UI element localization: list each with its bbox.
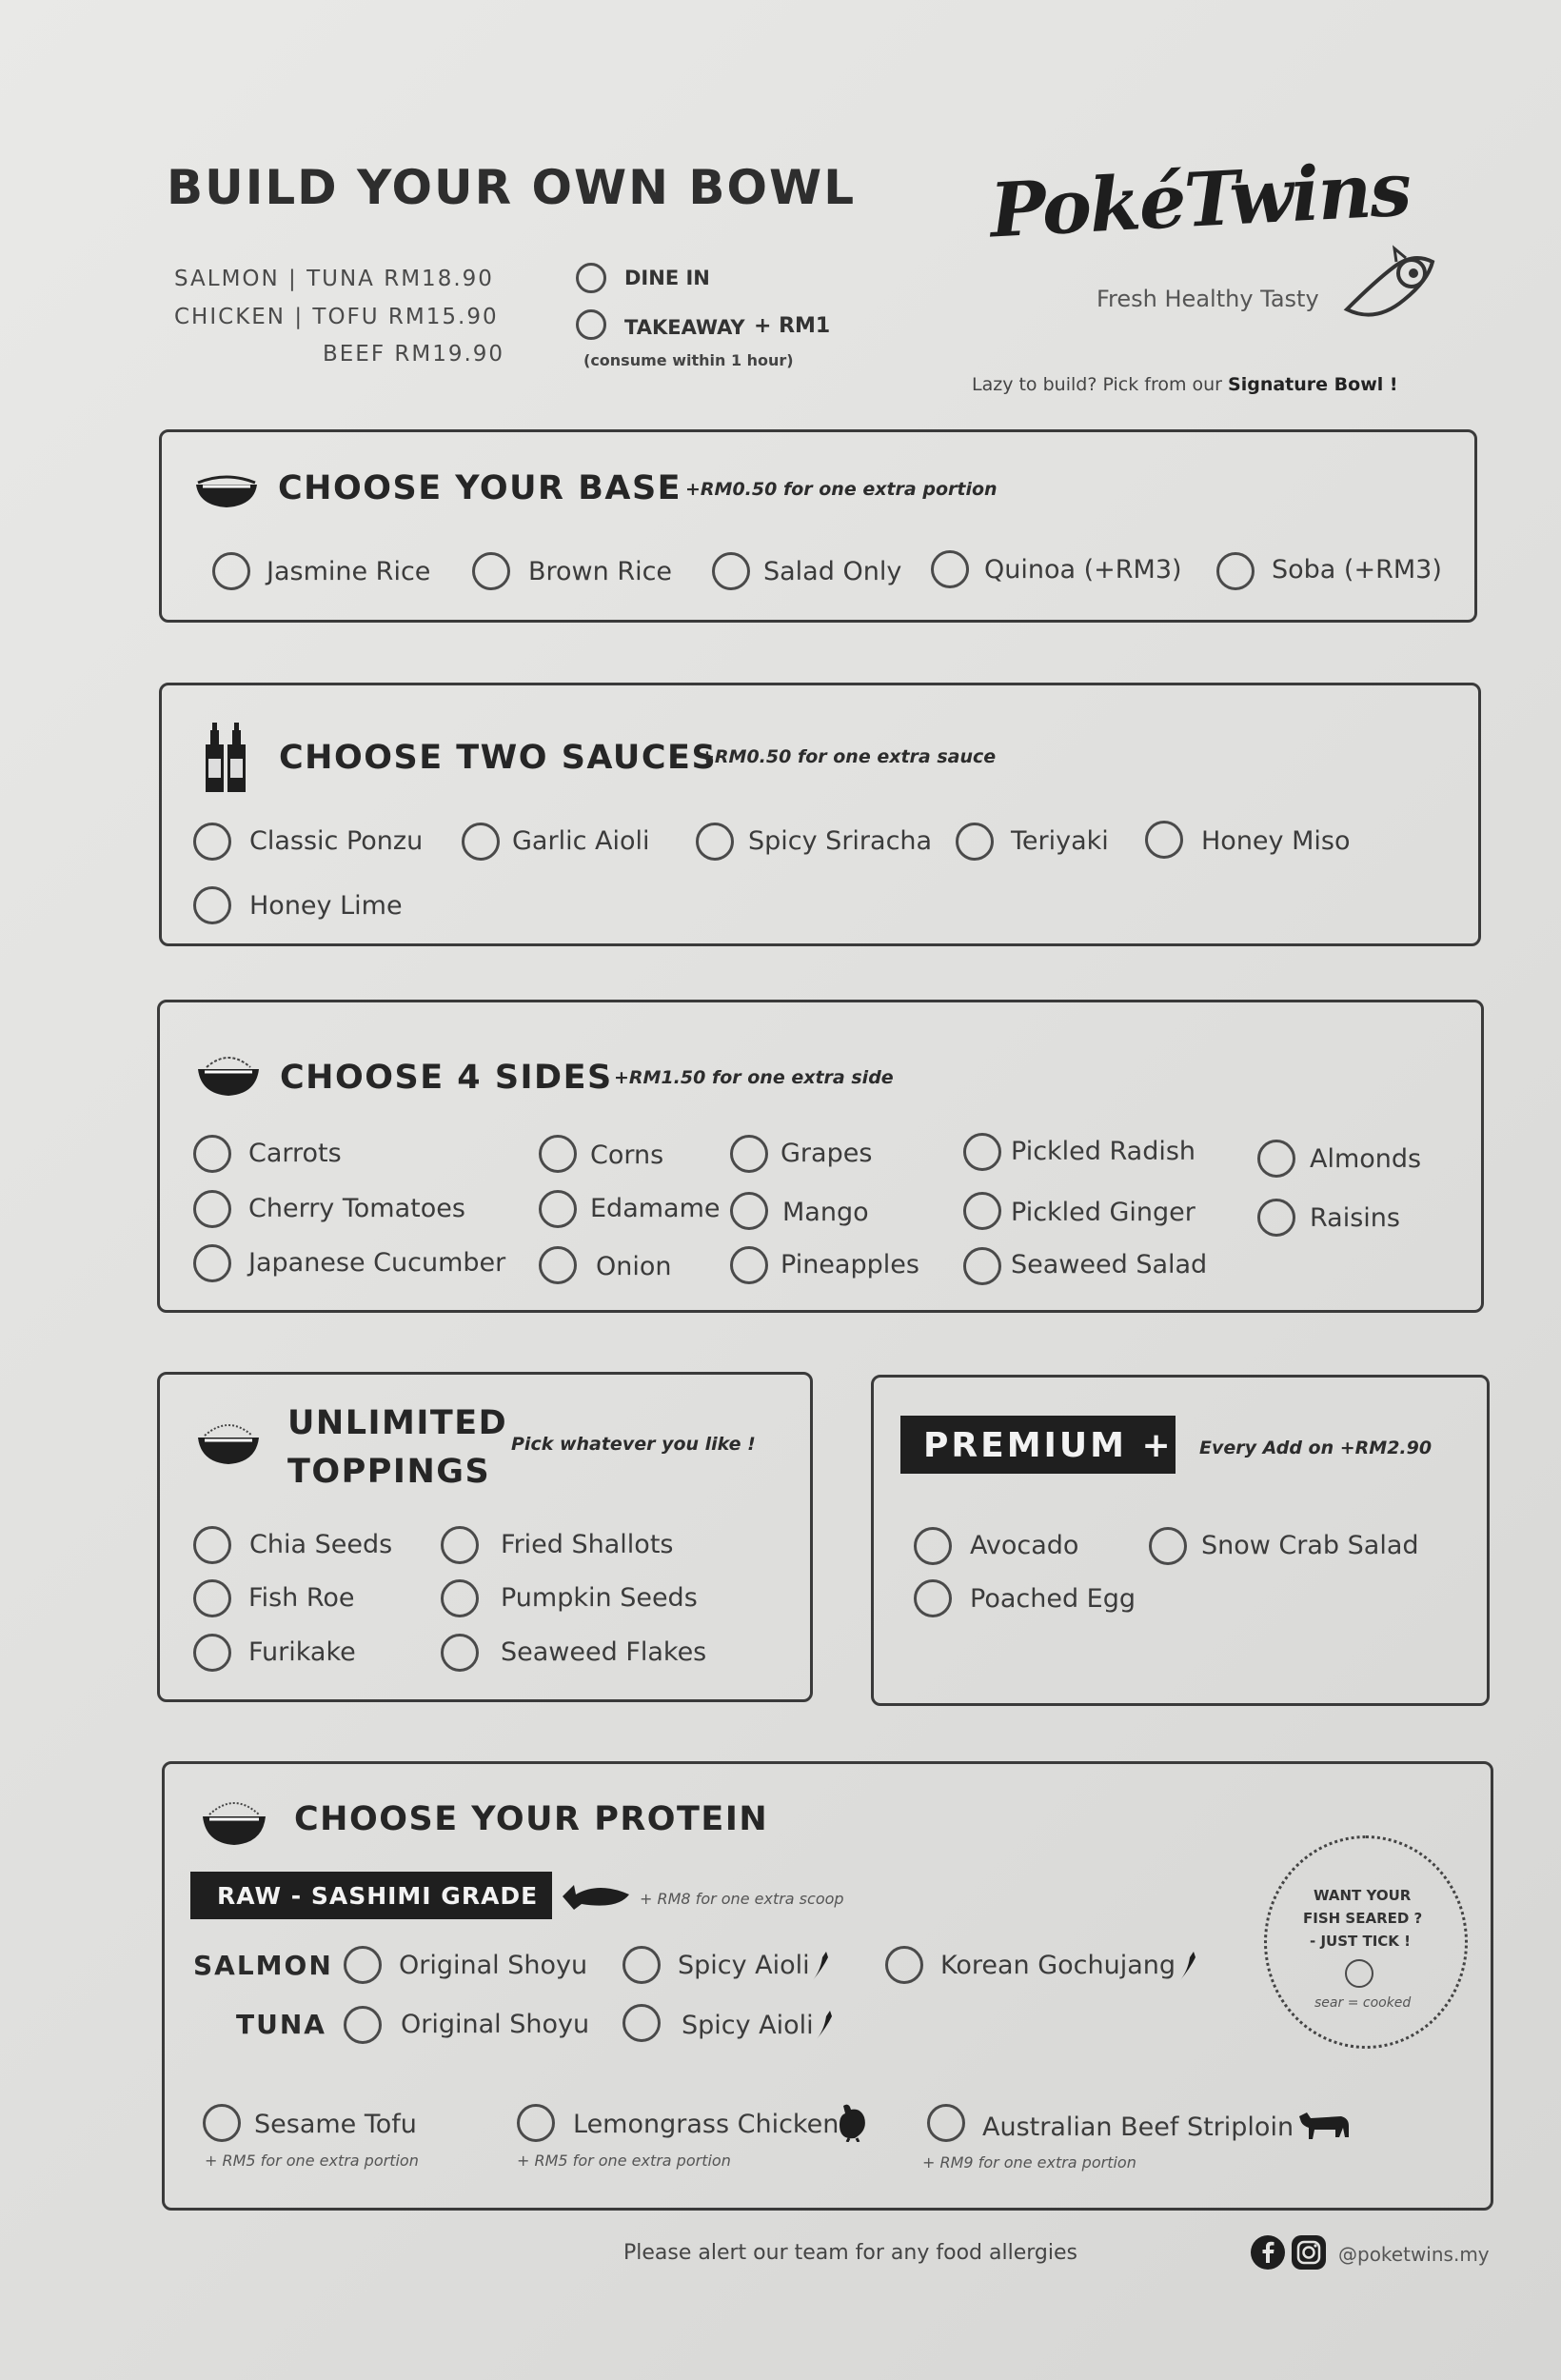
price-beef: BEEF RM19.90 — [323, 342, 505, 367]
topping-option-label: Seaweed Flakes — [501, 1637, 707, 1667]
toppings-title-line1: UNLIMITED — [287, 1404, 508, 1442]
sear-line1: WANT YOUR — [1314, 1887, 1412, 1904]
sear-checkbox[interactable] — [1345, 1959, 1373, 1988]
side-onion-radio[interactable] — [539, 1246, 577, 1284]
salmon-label: SALMON — [193, 1950, 333, 1981]
dine-in-radio[interactable] — [576, 263, 606, 293]
premium-option-label: Snow Crab Salad — [1201, 1531, 1419, 1560]
side-option-label: Cherry Tomatoes — [248, 1194, 465, 1223]
base-option-label: Jasmine Rice — [267, 557, 431, 586]
bowl-icon — [195, 1046, 262, 1099]
sauce-option-label: Teriyaki — [1011, 826, 1109, 856]
base-brown-radio[interactable] — [472, 552, 510, 590]
premium-snow-crab-radio[interactable] — [1149, 1527, 1187, 1565]
side-carrots-radio[interactable] — [193, 1135, 231, 1173]
sauce-honey-lime-radio[interactable] — [193, 886, 231, 924]
cooked-option-label: Lemongrass Chicken — [573, 2110, 840, 2139]
topping-pumpkin-seeds-radio[interactable] — [441, 1579, 479, 1617]
sides-title: CHOOSE 4 SIDES — [280, 1059, 613, 1097]
signature-prefix: Lazy to build? Pick from our — [972, 374, 1229, 395]
base-option-label: Brown Rice — [528, 557, 673, 586]
base-salad-radio[interactable] — [712, 552, 750, 590]
chicken-icon — [836, 2102, 870, 2142]
base-section — [159, 429, 1477, 623]
sauce-option-label: Honey Miso — [1201, 826, 1351, 856]
facebook-icon[interactable] — [1250, 2234, 1286, 2271]
side-option-label: Japanese Cucumber — [248, 1248, 506, 1278]
premium-title: PREMIUM + — [923, 1426, 1174, 1465]
side-option-label: Carrots — [248, 1139, 342, 1168]
toppings-title-line2: TOPPINGS — [287, 1453, 491, 1491]
tuna-shoyu-radio[interactable] — [344, 2006, 382, 2044]
price-salmon-tuna: SALMON | TUNA RM18.90 — [174, 267, 494, 291]
bowl-icon — [193, 464, 260, 511]
social-handle[interactable]: @poketwins.my — [1338, 2243, 1490, 2266]
bowl-icon — [195, 1415, 262, 1467]
salmon-option-label: Spicy Aioli — [678, 1951, 810, 1980]
premium-poached-egg-radio[interactable] — [914, 1579, 952, 1617]
tuna-label: TUNA — [236, 2009, 326, 2040]
sauce-option-label: Honey Lime — [249, 891, 403, 921]
topping-option-label: Fried Shallots — [501, 1530, 674, 1559]
chicken-radio[interactable] — [517, 2104, 555, 2142]
topping-fried-shallots-radio[interactable] — [441, 1526, 479, 1564]
premium-option-label: Poached Egg — [970, 1584, 1136, 1614]
fish-icon — [561, 1881, 632, 1912]
tuna-option-label: Spicy Aioli — [682, 2011, 814, 2040]
chicken-extra-note: + RM5 for one extra portion — [517, 2152, 731, 2170]
tofu-extra-note: + RM5 for one extra portion — [205, 2152, 419, 2170]
beef-radio[interactable] — [927, 2104, 965, 2142]
beef-extra-note: + RM9 for one extra portion — [922, 2153, 1136, 2172]
side-option-label: Raisins — [1310, 1203, 1400, 1233]
base-title: CHOOSE YOUR BASE — [278, 469, 682, 507]
base-soba-radio[interactable] — [1216, 552, 1255, 590]
sauces-title: CHOOSE TWO SAUCES — [279, 739, 718, 777]
sauce-ponzu-radio[interactable] — [193, 823, 231, 861]
page-title: BUILD YOUR OWN BOWL — [167, 160, 857, 215]
dine-in-label: DINE IN — [624, 267, 710, 289]
tuna-option-label: Original Shoyu — [401, 2010, 590, 2039]
salmon-spicy-aioli-radio[interactable] — [622, 1946, 661, 1984]
allergy-note: Please alert our team for any food allergies — [623, 2241, 1077, 2265]
topping-option-label: Furikake — [248, 1637, 356, 1667]
side-raisins-radio[interactable] — [1257, 1199, 1295, 1237]
base-option-label: Salad Only — [763, 557, 902, 586]
salmon-gochujang-radio[interactable] — [885, 1946, 923, 1984]
salmon-shoyu-radio[interactable] — [344, 1946, 382, 1984]
base-quinoa-radio[interactable] — [931, 550, 969, 588]
brand-tagline: Fresh Healthy Tasty — [1097, 286, 1319, 312]
base-option-label: Soba (+RM3) — [1272, 555, 1442, 585]
sauce-honey-miso-radio[interactable] — [1145, 821, 1183, 859]
takeaway-extra: + RM1 — [754, 314, 831, 338]
chili-icon — [1176, 1950, 1199, 1982]
topping-chia-radio[interactable] — [193, 1526, 231, 1564]
topping-seaweed-flakes-radio[interactable] — [441, 1634, 479, 1672]
takeaway-label: TAKEAWAY — [624, 316, 745, 339]
sauce-sriracha-radio[interactable] — [696, 823, 734, 861]
side-option-label: Grapes — [780, 1139, 873, 1168]
side-japanese-cucumber-radio[interactable] — [193, 1244, 231, 1282]
salmon-option-label: Original Shoyu — [399, 1951, 588, 1980]
instagram-icon[interactable] — [1291, 2234, 1327, 2271]
sauce-aioli-radio[interactable] — [462, 823, 500, 861]
raw-note: + RM8 for one extra scoop — [640, 1890, 844, 1908]
premium-note: Every Add on +RM2.90 — [1199, 1438, 1433, 1458]
side-option-label: Pickled Ginger — [1011, 1198, 1195, 1227]
side-option-label: Seaweed Salad — [1011, 1250, 1208, 1279]
takeaway-radio[interactable] — [576, 309, 606, 340]
chili-icon — [809, 1950, 832, 1982]
cow-icon — [1297, 2109, 1351, 2143]
side-option-label: Edamame — [590, 1194, 721, 1223]
signature-note — [972, 374, 1398, 395]
side-option-label: Onion — [596, 1252, 672, 1281]
salmon-option-label: Korean Gochujang — [940, 1951, 1176, 1980]
bowl-icon — [200, 1792, 268, 1847]
side-grapes-radio[interactable] — [730, 1135, 768, 1173]
brand-logo: PokéTwins — [987, 146, 1413, 255]
side-pineapples-radio[interactable] — [730, 1246, 768, 1284]
side-option-label: Pickled Radish — [1011, 1137, 1196, 1166]
sauce-option-label: Spicy Sriracha — [748, 826, 933, 856]
topping-fish-roe-radio[interactable] — [193, 1579, 231, 1617]
sear-line2: FISH SEARED ? — [1303, 1910, 1423, 1927]
base-jasmine-radio[interactable] — [212, 552, 250, 590]
tuna-spicy-aioli-radio[interactable] — [622, 2004, 661, 2042]
sauces-note: +RM0.50 for one extra sauce — [700, 746, 997, 767]
sear-line3: - JUST TICK ! — [1310, 1933, 1411, 1950]
side-almonds-radio[interactable] — [1257, 1140, 1295, 1178]
side-pickled-ginger-radio[interactable] — [963, 1192, 1001, 1230]
side-corns-radio[interactable] — [539, 1135, 577, 1173]
protein-title: CHOOSE YOUR PROTEIN — [294, 1800, 769, 1838]
topping-option-label: Fish Roe — [248, 1583, 355, 1613]
side-option-label: Corns — [590, 1140, 664, 1170]
side-mango-radio[interactable] — [730, 1192, 768, 1230]
premium-avocado-radio[interactable] — [914, 1527, 952, 1565]
side-option-label: Almonds — [1310, 1144, 1422, 1174]
signature-link[interactable]: Signature Bowl ! — [1228, 374, 1398, 395]
side-seaweed-salad-radio[interactable] — [963, 1247, 1001, 1285]
tofu-radio[interactable] — [203, 2104, 241, 2142]
side-pickled-radish-radio[interactable] — [963, 1133, 1001, 1171]
sear-note: sear = cooked — [1314, 1995, 1412, 2011]
side-option-label: Mango — [782, 1198, 869, 1227]
takeaway-note: (consume within 1 hour) — [583, 351, 794, 369]
topping-furikake-radio[interactable] — [193, 1634, 231, 1672]
raw-label: RAW - SASHIMI GRADE — [217, 1882, 539, 1910]
topping-option-label: Pumpkin Seeds — [501, 1583, 698, 1613]
side-edamame-radio[interactable] — [539, 1190, 577, 1228]
cooked-option-label: Australian Beef Striploin — [982, 2112, 1294, 2142]
sauce-teriyaki-radio[interactable] — [956, 823, 994, 861]
premium-option-label: Avocado — [970, 1531, 1079, 1560]
cooked-option-label: Sesame Tofu — [254, 2110, 417, 2139]
base-option-label: Quinoa (+RM3) — [984, 555, 1182, 585]
price-chicken-tofu: CHICKEN | TOFU RM15.90 — [174, 305, 499, 329]
chili-icon — [813, 2009, 836, 2041]
side-option-label: Pineapples — [780, 1250, 919, 1279]
side-cherry-tomatoes-radio[interactable] — [193, 1190, 231, 1228]
topping-option-label: Chia Seeds — [249, 1530, 393, 1559]
sauce-option-label: Classic Ponzu — [249, 826, 424, 856]
sauce-option-label: Garlic Aioli — [512, 826, 650, 856]
base-note: +RM0.50 for one extra portion — [685, 479, 998, 500]
toppings-note: Pick whatever you like ! — [511, 1434, 756, 1455]
cat-logo-icon — [1337, 233, 1452, 328]
sides-note: +RM1.50 for one extra side — [614, 1067, 894, 1088]
sauce-bottles-icon — [202, 721, 249, 797]
